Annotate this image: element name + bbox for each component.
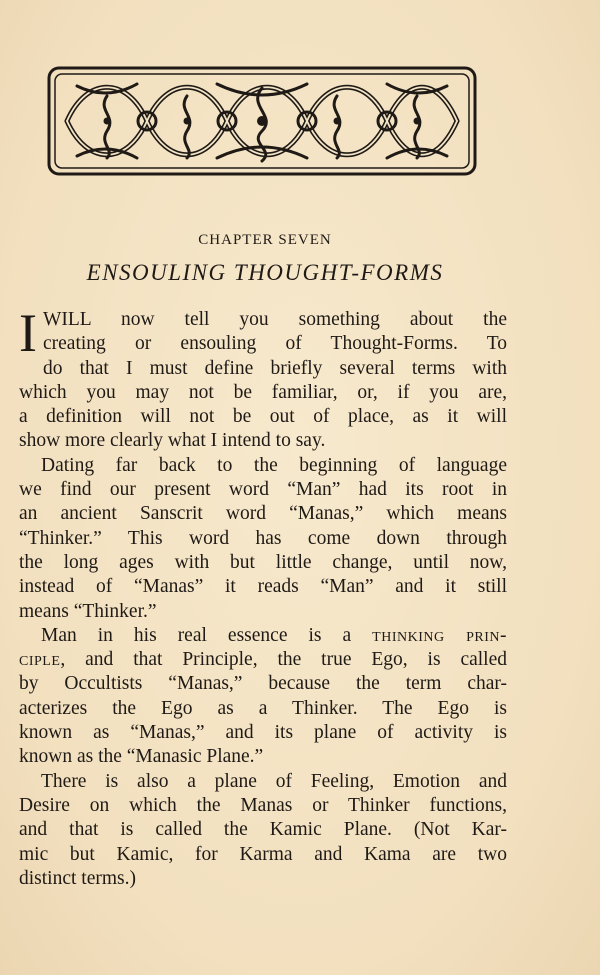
text-line: an ancient Sanscrit word “Manas,” which means xyxy=(19,503,507,525)
text-line: show more clearly what I intend to say. xyxy=(19,430,326,452)
chapter-number: CHAPTER SEVEN xyxy=(198,232,332,248)
text-line xyxy=(19,624,507,648)
text-line: we find our present word “Man” had its root in xyxy=(19,479,507,501)
text-line: creating or ensouling of Thought-Forms. To xyxy=(42,333,507,355)
text-line: the long ages with but little change, until now, xyxy=(19,551,507,573)
text-line: Dating far back to the beginning of language xyxy=(41,454,507,476)
text-line: instead of “Manas” it reads “Man” and it still xyxy=(19,576,507,598)
text-line: WILL now tell you something about the xyxy=(42,309,507,330)
small-caps-run: ciple xyxy=(19,649,61,671)
small-caps-run: thinking prin- xyxy=(372,624,507,646)
text-line: known as the “Manasic Plane.” xyxy=(19,746,264,768)
text-line: acterizes the Ego as a Thinker. The Ego is xyxy=(19,697,507,719)
text-line: means “Thinker.” xyxy=(19,600,157,622)
text-run: Man in his real essence is a xyxy=(41,624,352,646)
drop-cap: I xyxy=(19,303,37,363)
paragraph xyxy=(19,303,507,454)
text-line: do that I must define briefly several terms with xyxy=(42,357,507,379)
text-line: by Occultists “Manas,” because the term char- xyxy=(19,673,507,695)
text-line: distinct terms.) xyxy=(19,867,136,889)
text-line: a definition will not be out of place, as it will xyxy=(19,406,507,428)
text-line: which you may not be familiar, or, if you are, xyxy=(19,381,507,403)
text-line: mic but Kamic, for Karma and Kama are two xyxy=(19,843,507,865)
text-line: Desire on which the Manas or Thinker functions, xyxy=(19,794,507,816)
paragraph xyxy=(19,624,507,770)
paragraph xyxy=(19,454,507,624)
chapter-body xyxy=(19,303,507,891)
text-line: and that is called the Kamic Plane. (Not Kar- xyxy=(19,819,507,841)
text-line xyxy=(19,648,507,672)
paragraph xyxy=(19,770,507,891)
text-line: There is also a plane of Feeling, Emotion and xyxy=(41,770,507,792)
chapter-title: ENSOULING THOUGHT-FORMS xyxy=(86,260,444,285)
text-line: “Thinker.” This word has come down through xyxy=(19,527,507,549)
celtic-knotwork-headpiece-icon xyxy=(47,66,477,176)
text-run: , and that Principle, the true Ego, is called xyxy=(60,649,507,671)
text-line: known as “Manas,” and its plane of activity is xyxy=(19,722,507,744)
